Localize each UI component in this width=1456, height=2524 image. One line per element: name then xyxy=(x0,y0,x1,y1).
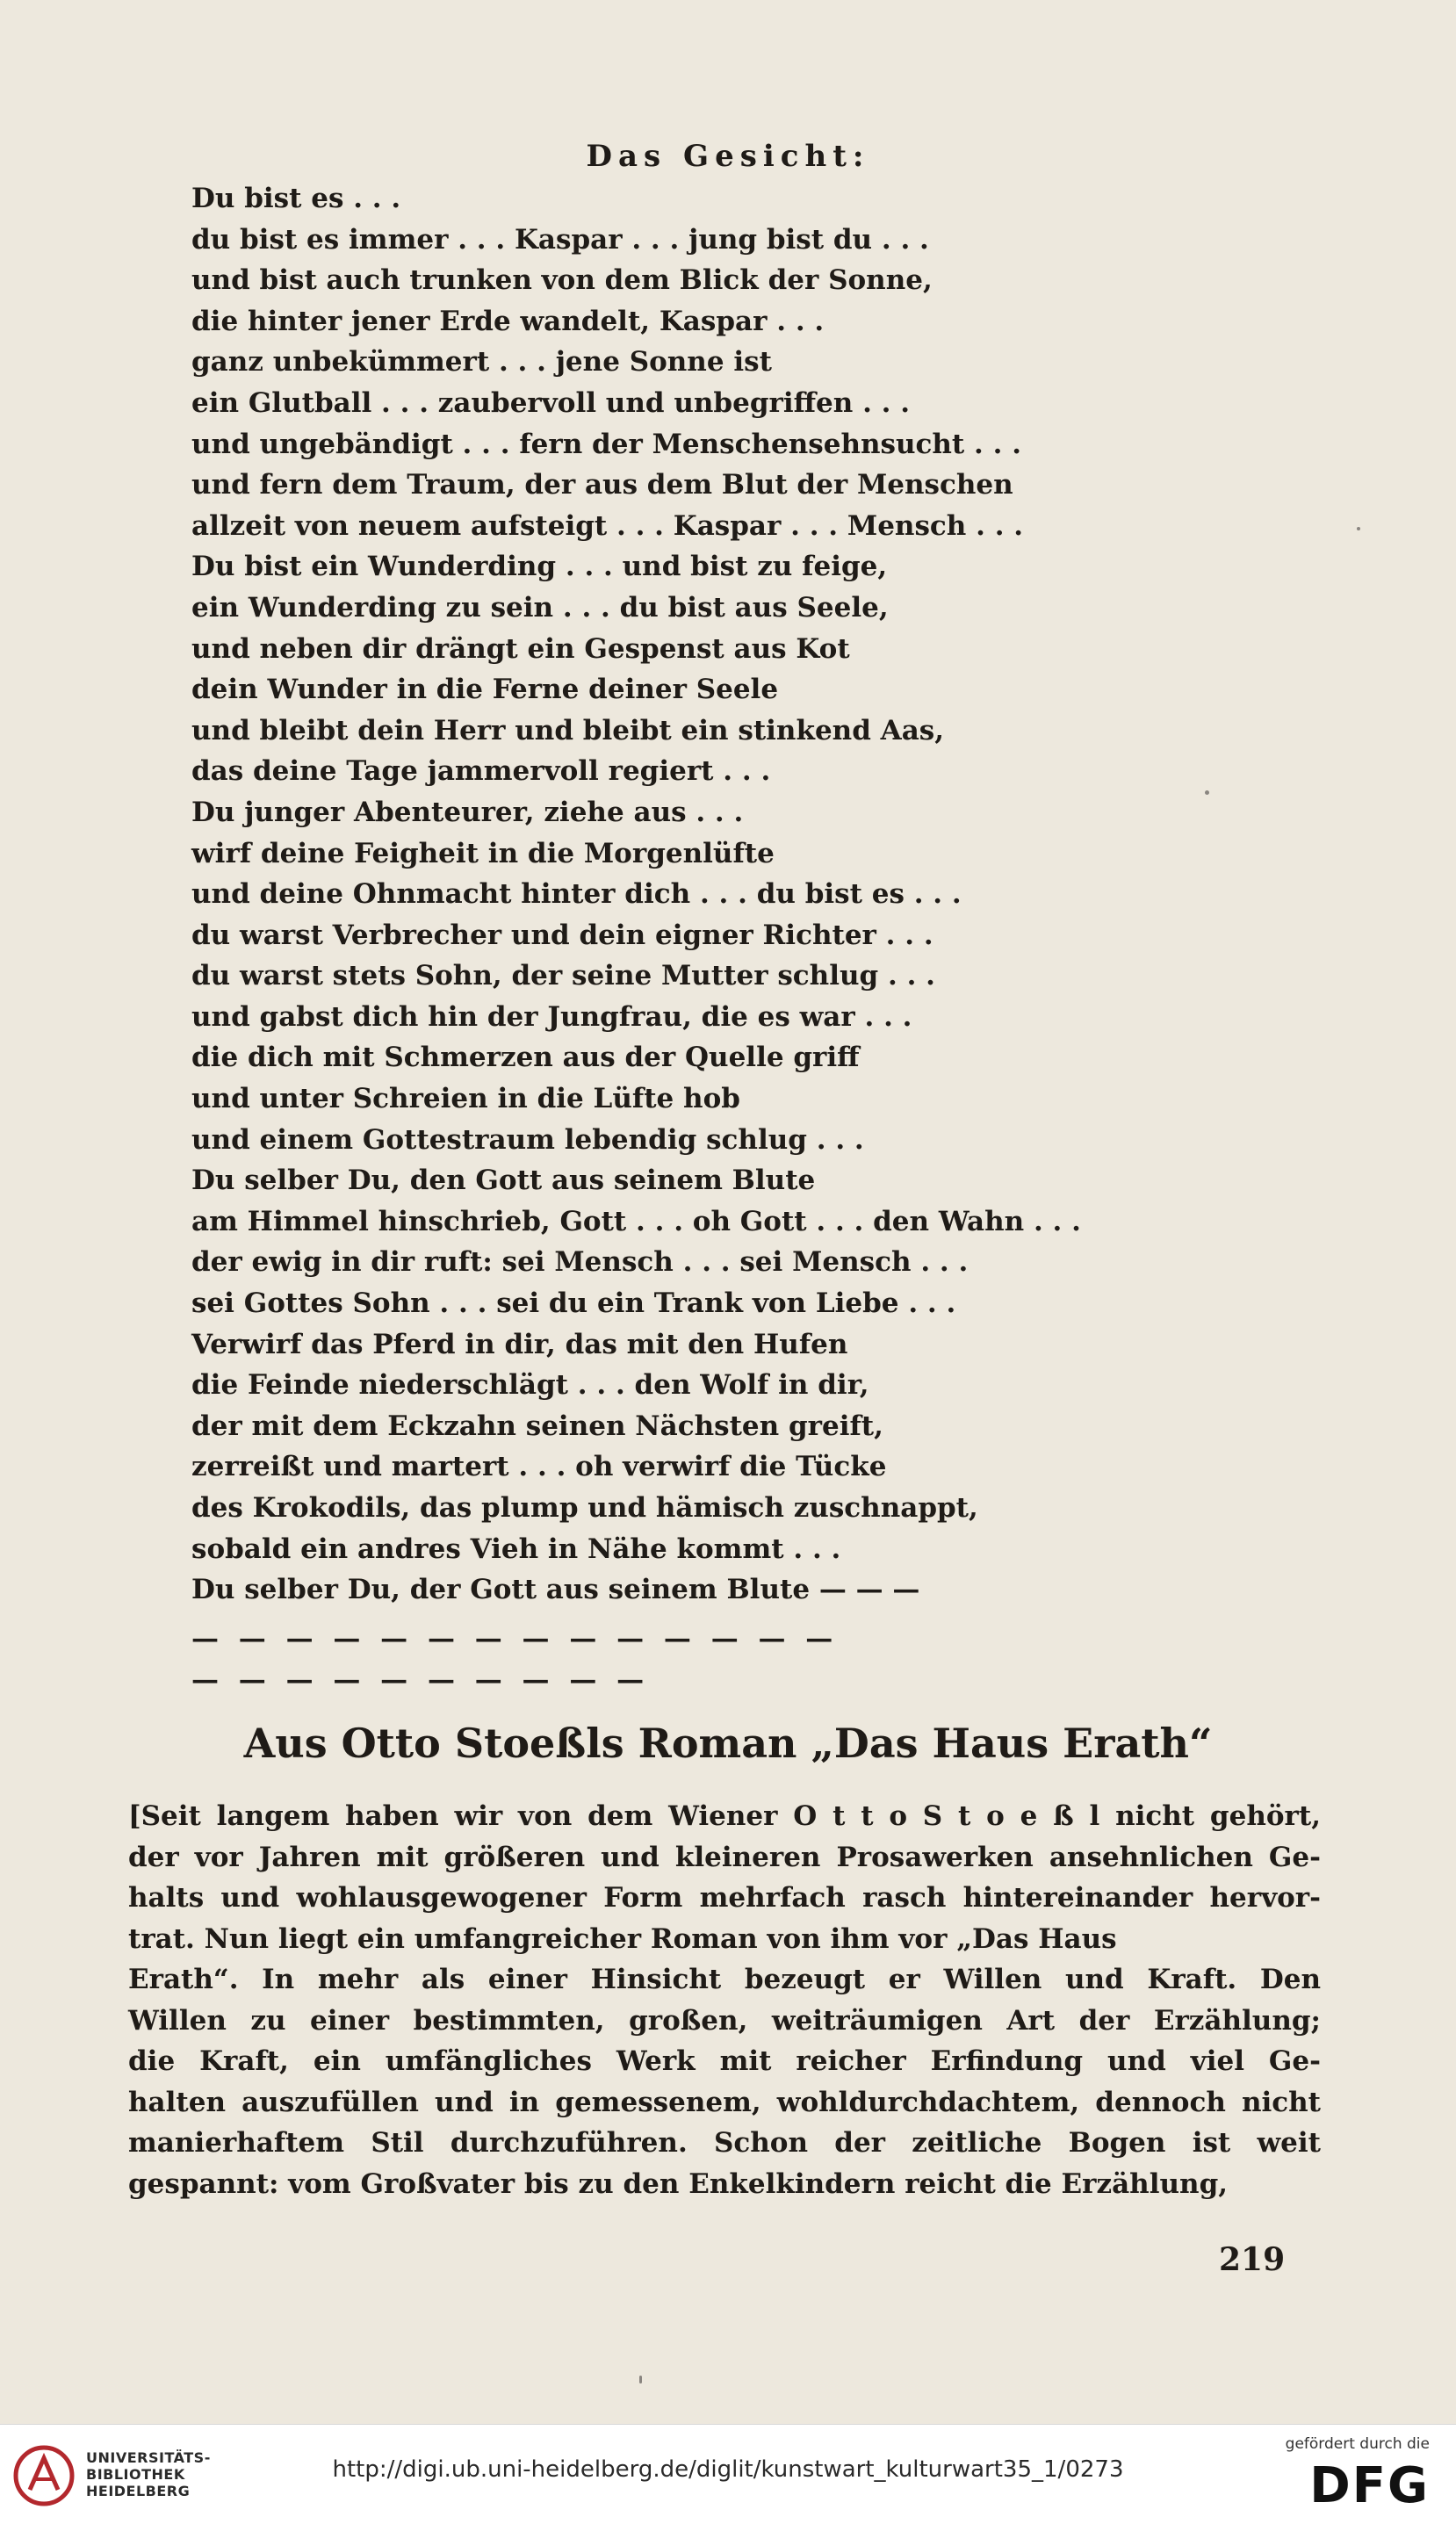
prose-line: manierhaftem Stil durchzuführen. Schon der zeitliche Bogen ist weit xyxy=(128,2127,1321,2159)
poem-line: dein Wunder in die Ferne deiner Seele xyxy=(191,674,779,706)
prose-line: halts und wohlausgewogener Form mehrfach rasch hintereinander hervor- xyxy=(128,1882,1321,1914)
poem-line: und deine Ohnmacht hinter dich . . . du bist es . . . xyxy=(191,878,962,911)
scan-speck xyxy=(639,2376,642,2383)
poem-line: und einem Gottestraum lebendig schlug . . . xyxy=(191,1123,864,1156)
section-title: Aus Otto Stoeßls Roman „Das Haus Erath“ xyxy=(243,1720,1213,1767)
poem-line: sei Gottes Sohn . . . sei du ein Trank von Liebe . . . xyxy=(191,1287,956,1320)
prose-line: halten auszufüllen und in gemessenem, wohldurchdachtem, dennoch nicht xyxy=(128,2086,1321,2118)
poem-heading: Das Gesicht: xyxy=(586,139,870,174)
poem-line: und bleibt dein Herr und bleibt ein stinkend Aas, xyxy=(191,714,945,746)
poem-line: die Feinde niederschlägt . . . den Wolf in dir, xyxy=(191,1369,869,1402)
poem-line: du warst Verbrecher und dein eigner Richter . . . xyxy=(191,919,933,951)
poem-line: ein Glutball . . . zaubervoll und unbegriffen . . . xyxy=(191,386,911,419)
poem-line: und bist auch trunken von dem Blick der Sonne, xyxy=(191,264,933,297)
prose-block xyxy=(128,1796,1321,2204)
scan-speck xyxy=(1357,527,1360,530)
poem-line: die dich mit Schmerzen aus der Quelle griff xyxy=(191,1042,860,1074)
prose-line: [Seit langem haben wir von dem Wiener O t t o S t o e ß l nicht gehört, xyxy=(128,1800,1321,1832)
prose-line: die Kraft, ein umfängliches Werk mit reicher Erfindung und viel Ge- xyxy=(128,2045,1321,2077)
poem-line: der ewig in dir ruft: sei Mensch . . . sei Mensch . . . xyxy=(191,1246,969,1279)
dfg-logo: DFG xyxy=(1309,2457,1430,2514)
poem-line: Du bist ein Wunderding . . . und bist zu feige, xyxy=(191,551,888,583)
dash-line: — — — — — — — — — — xyxy=(191,1664,650,1696)
prose-line: Erath“. In mehr als einer Hinsicht bezeugt er Willen und Kraft. Den xyxy=(128,1964,1321,1995)
prose-line: Willen zu einer bestimmten, großen, weiträumigen Art der Erzählung; xyxy=(128,2004,1321,2037)
poem-line: Du junger Abenteurer, ziehe aus . . . xyxy=(191,796,744,828)
logo-line: UNIVERSITÄTS- xyxy=(86,2449,211,2466)
poem-line: am Himmel hinschrieb, Gott . . . oh Gott . . . den Wahn . . . xyxy=(191,1205,1081,1237)
poem-line: das deine Tage jammervoll regiert . . . xyxy=(191,755,771,788)
poem-line: ein Wunderding zu sein . . . du bist aus Seele, xyxy=(191,591,889,624)
poem-line: und neben dir drängt ein Gespenst aus Kot xyxy=(191,632,850,665)
prose-line: gespannt: vom Großvater bis zu den Enkelkindern reicht die Erzählung, xyxy=(128,2167,1229,2200)
poem-line: du bist es immer . . . Kaspar . . . jung bist du . . . xyxy=(191,223,929,256)
poem-line: du warst stets Sohn, der seine Mutter schlug . . . xyxy=(191,960,935,992)
scan-speck xyxy=(1205,790,1209,795)
logo-line: HEIDELBERG xyxy=(86,2483,191,2499)
poem-line: Verwirf das Pferd in dir, das mit den Hufen xyxy=(191,1328,848,1360)
poem-line: allzeit von neuem aufsteigt . . . Kaspar . . . Mensch . . . xyxy=(191,509,1024,542)
logo-line: BIBLIOTHEK xyxy=(86,2466,185,2483)
poem-line: ganz unbekümmert . . . jene Sonne ist xyxy=(191,346,772,379)
prose-line: der vor Jahren mit größeren und kleineren Prosawerken ansehnlichen Ge- xyxy=(128,1841,1321,1873)
footer-bar xyxy=(0,2424,1456,2524)
dash-line: — — — — — — — — — — — — — — xyxy=(191,1623,839,1655)
poem-line: Du bist es . . . xyxy=(191,183,401,214)
permalink-url[interactable]: http://digi.ub.uni-heidelberg.de/diglit/kunstwart_kulturwart35_1/0273 xyxy=(332,2456,1124,2483)
page-number: 219 xyxy=(1219,2241,1286,2278)
poem-line: und gabst dich hin der Jungfrau, die es war . . . xyxy=(191,1000,912,1033)
funded-by-label: gefördert durch die xyxy=(1285,2435,1430,2453)
poem-line: und ungebändigt . . . fern der Menschensehnsucht . . . xyxy=(191,428,1022,460)
poem-block xyxy=(191,178,1245,1611)
poem-line: Du selber Du, der Gott aus seinem Blute — — — xyxy=(191,1574,920,1606)
poem-line: Du selber Du, den Gott aus seinem Blute xyxy=(191,1165,816,1197)
poem-line: und fern dem Traum, der aus dem Blut der Menschen xyxy=(191,469,1013,501)
poem-line: die hinter jener Erde wandelt, Kaspar . . . xyxy=(191,305,825,337)
poem-line: wirf deine Feigheit in die Morgenlüfte xyxy=(191,837,775,869)
poem-line: des Krokodils, das plump und hämisch zuschnappt, xyxy=(191,1492,978,1524)
poem-line: der mit dem Eckzahn seinen Nächsten greift, xyxy=(191,1410,883,1442)
prose-line: trat. Nun liegt ein umfangreicher Roman von ihm vor „Das Haus xyxy=(128,1922,1117,1955)
poem-line: und unter Schreien in die Lüfte hob xyxy=(191,1083,740,1115)
poem-line: zerreißt und martert . . . oh verwirf die Tücke xyxy=(191,1451,887,1483)
poem-line: sobald ein andres Vieh in Nähe kommt . . . xyxy=(191,1532,841,1565)
